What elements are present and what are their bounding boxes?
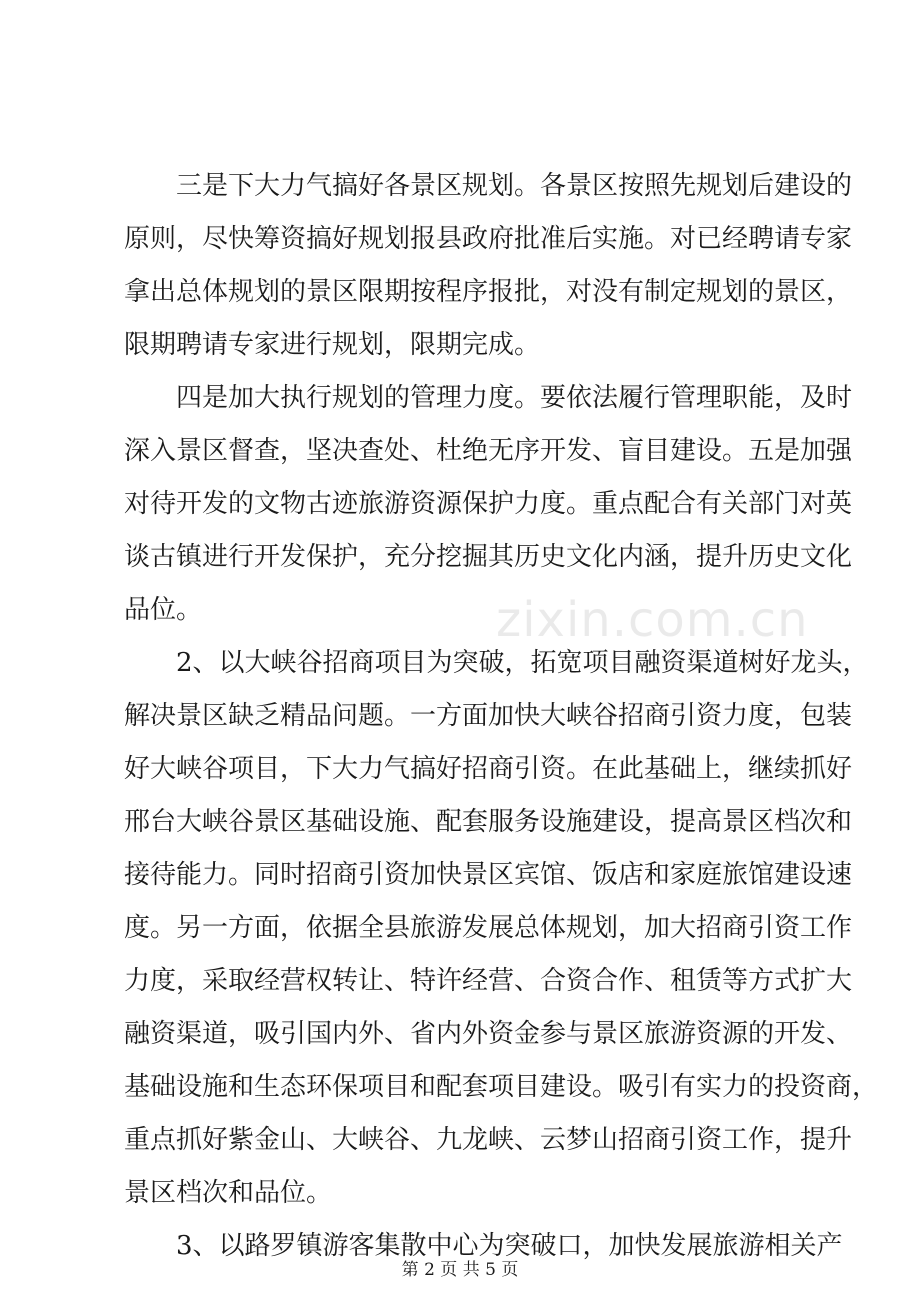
paragraph-line: 对待开发的文物古迹旅游资源保护力度。重点配合有关部门对英 <box>124 489 853 519</box>
paragraph-line: 重点抓好紫金山、大峡谷、九龙峡、云梦山招商引资工作，提升 <box>124 1125 853 1155</box>
paragraph-line: 接待能力。同时招商引资加快景区宾馆、饭店和家庭旅馆建设速 <box>124 860 853 890</box>
paragraph-line: 原则，尽快筹资搞好规划报县政府批准后实施。对已经聘请专家 <box>124 224 853 254</box>
paragraph-line: 谈古镇进行开发保护，充分挖掘其历史文化内涵，提升历史文化 <box>124 542 853 572</box>
paragraph-line: 2、以大峡谷招商项目为突破，拓宽项目融资渠道树好龙头， <box>176 648 869 678</box>
paragraph-line: 3、以路罗镇游客集散中心为突破口，加快发展旅游相关产 <box>176 1231 843 1261</box>
paragraph-line: 四是加大执行规划的管理力度。要依法履行管理职能，及时 <box>176 383 853 413</box>
paragraph-line: 解决景区缺乏精品问题。一方面加快大峡谷招商引资力度，包装 <box>124 701 853 731</box>
paragraph-line: 力度，采取经营权转让、特许经营、合资合作、租赁等方式扩大 <box>124 966 853 996</box>
paragraph-line: 深入景区督查，坚决查处、杜绝无序开发、盲目建设。五是加强 <box>124 436 853 466</box>
paragraph-line: 融资渠道，吸引国内外、省内外资金参与景区旅游资源的开发、 <box>124 1019 853 1049</box>
paragraph-line: 度。另一方面，依据全县旅游发展总体规划，加大招商引资工作 <box>124 913 853 943</box>
paragraph-line: 景区档次和品位。 <box>124 1178 333 1208</box>
paragraph-line: 拿出总体规划的景区限期按程序报批，对没有制定规划的景区， <box>124 277 853 307</box>
paragraph-line: 基础设施和生态环保项目和配套项目建设。吸引有实力的投资商， <box>124 1072 879 1102</box>
paragraph-line: 限期聘请专家进行规划，限期完成。 <box>124 330 541 360</box>
paragraph-line: 好大峡谷项目，下大力气搞好招商引资。在此基础上，继续抓好 <box>124 754 853 784</box>
paragraph-line: 品位。 <box>124 595 203 625</box>
paragraph-line: 邢台大峡谷景区基础设施、配套服务设施建设，提高景区档次和 <box>124 807 853 837</box>
watermark: zixin.com.cn <box>496 592 809 648</box>
page-footer: 第 2 页 共 5 页 <box>401 1260 519 1280</box>
paragraph-line: 三是下大力气搞好各景区规划。各景区按照先规划后建设的 <box>176 171 853 201</box>
